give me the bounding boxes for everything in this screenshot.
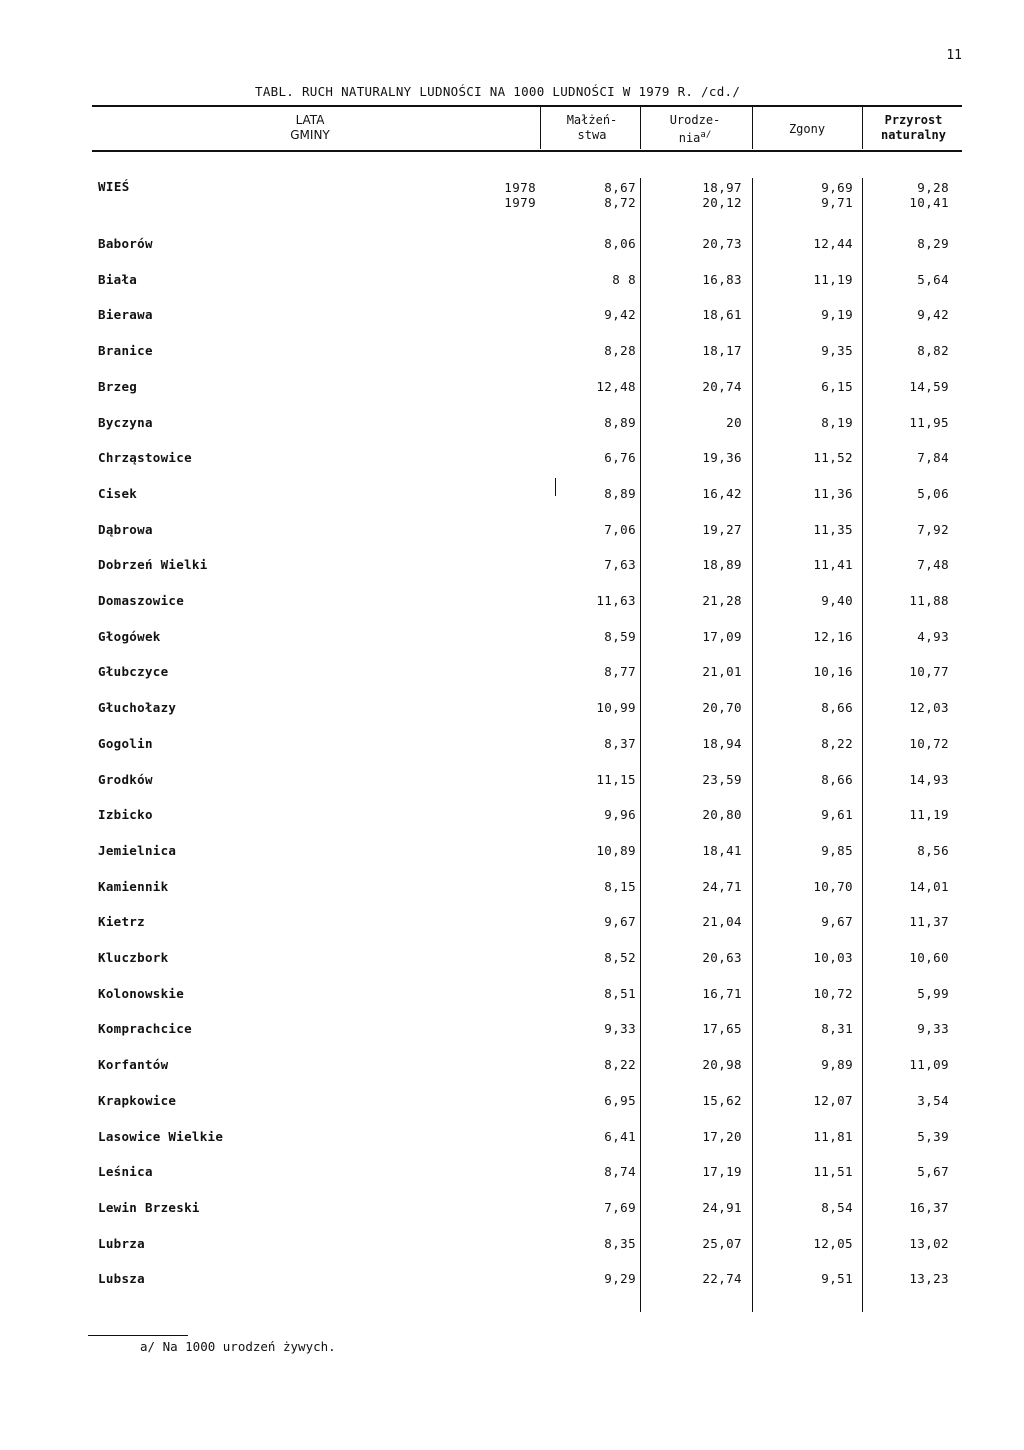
wies-malzenstwa: 8,72 [604, 195, 636, 210]
przyrost-value: 7,48 [917, 557, 949, 572]
header-gminy: GMINY [290, 128, 330, 142]
przyrost-value: 5,67 [917, 1164, 949, 1179]
urodzenia-value: 20,70 [702, 700, 742, 715]
przyrost-value: 11,88 [909, 593, 949, 608]
przyrost-value: 8,29 [917, 236, 949, 251]
gmina-name: Byczyna [98, 415, 153, 430]
zgony-value: 11,51 [813, 1164, 853, 1179]
zgony-value: 12,44 [813, 236, 853, 251]
zgony-value: 11,81 [813, 1129, 853, 1144]
wies-przyrost: 10,41 [909, 195, 949, 210]
przyrost-value: 7,92 [917, 522, 949, 537]
przyrost-value: 7,84 [917, 450, 949, 465]
przyrost-value: 5,99 [917, 986, 949, 1001]
gmina-name: Brzeg [98, 379, 138, 394]
header-divider-3 [752, 107, 753, 149]
malzenstwa-value: 11,15 [596, 772, 636, 787]
zgony-value: 10,72 [813, 986, 853, 1001]
malzenstwa-value: 7,69 [604, 1200, 636, 1215]
header-zgony-label: Zgony [788, 122, 826, 136]
header-lata: LATA [295, 113, 325, 127]
header-urodzenia [650, 113, 740, 146]
gmina-name: Kamiennik [98, 879, 169, 894]
przyrost-value: 9,42 [917, 307, 949, 322]
malzenstwa-value: 10,89 [596, 843, 636, 858]
gmina-name: Grodków [98, 772, 153, 787]
malzenstwa-value: 7,63 [604, 557, 636, 572]
malzenstwa-value: 6,76 [604, 450, 636, 465]
urodzenia-value: 25,07 [702, 1236, 742, 1251]
urodzenia-value: 15,62 [702, 1093, 742, 1108]
malzenstwa-value: 8,74 [604, 1164, 636, 1179]
body-divider-urodzenia [752, 178, 753, 1312]
body-divider-left-stub [555, 478, 556, 496]
urodzenia-value: 17,19 [702, 1164, 742, 1179]
przyrost-value: 16,37 [909, 1200, 949, 1215]
zgony-value: 10,03 [813, 950, 853, 965]
malzenstwa-value: 12,48 [596, 379, 636, 394]
zgony-value: 9,85 [821, 843, 853, 858]
zgony-value: 9,40 [821, 593, 853, 608]
przyrost-value: 8,56 [917, 843, 949, 858]
header-przyrost [865, 113, 962, 143]
urodzenia-value: 19,27 [702, 522, 742, 537]
wies-urodzenia: 20,12 [702, 195, 742, 210]
malzenstwa-value: 8,37 [604, 736, 636, 751]
malzenstwa-value: 8 8 [612, 272, 636, 287]
urodzenia-value: 18,94 [702, 736, 742, 751]
zgony-value: 8,66 [821, 700, 853, 715]
przyrost-value: 12,03 [909, 700, 949, 715]
header-malzenstwa-line2: stwa [577, 128, 607, 142]
page-number: 11 [946, 48, 962, 63]
przyrost-value: 9,33 [917, 1021, 949, 1036]
wies-year: 1978 [504, 180, 536, 195]
header-przyrost-line2: naturalny [880, 128, 947, 142]
footnote: a/ Na 1000 urodzeń żywych. [140, 1339, 336, 1354]
zgony-value: 12,16 [813, 629, 853, 644]
gmina-name: Kluczbork [98, 950, 169, 965]
header-bottom-rule [92, 150, 962, 152]
urodzenia-value: 17,09 [702, 629, 742, 644]
gmina-name: Jemielnica [98, 843, 177, 858]
wies-malzenstwa: 8,67 [604, 180, 636, 195]
gmina-name: Dąbrowa [98, 522, 153, 537]
malzenstwa-value: 8,35 [604, 1236, 636, 1251]
gmina-name: Bierawa [98, 307, 153, 322]
malzenstwa-value: 8,89 [604, 415, 636, 430]
gmina-name: Biała [98, 272, 138, 287]
wies-zgony: 9,69 [821, 180, 853, 195]
gmina-name: Głuchołazy [98, 700, 177, 715]
gmina-name: Komprachcice [98, 1021, 192, 1036]
przyrost-value: 14,59 [909, 379, 949, 394]
urodzenia-value: 18,41 [702, 843, 742, 858]
malzenstwa-value: 8,89 [604, 486, 636, 501]
header-zgony [762, 122, 852, 137]
gmina-name: Branice [98, 343, 153, 358]
gmina-name: Baborów [98, 236, 153, 251]
zgony-value: 9,67 [821, 914, 853, 929]
przyrost-value: 3,54 [917, 1093, 949, 1108]
przyrost-value: 14,93 [909, 772, 949, 787]
przyrost-value: 11,09 [909, 1057, 949, 1072]
malzenstwa-value: 9,33 [604, 1021, 636, 1036]
urodzenia-value: 24,91 [702, 1200, 742, 1215]
malzenstwa-value: 8,06 [604, 236, 636, 251]
gmina-name: Lubrza [98, 1236, 145, 1251]
urodzenia-value: 18,17 [702, 343, 742, 358]
urodzenia-value: 19,36 [702, 450, 742, 465]
malzenstwa-value: 9,29 [604, 1271, 636, 1286]
gmina-name: Gogolin [98, 736, 153, 751]
gmina-name: Głogówek [98, 629, 161, 644]
zgony-value: 11,35 [813, 522, 853, 537]
zgony-value: 12,05 [813, 1236, 853, 1251]
malzenstwa-value: 8,15 [604, 879, 636, 894]
malzenstwa-value: 6,41 [604, 1129, 636, 1144]
table-title: TABL. RUCH NATURALNY LUDNOŚCI NA 1000 LUDNOŚCI W 1979 R. /cd./ [255, 84, 741, 99]
przyrost-value: 10,72 [909, 736, 949, 751]
malzenstwa-value: 8,77 [604, 664, 636, 679]
przyrost-value: 13,23 [909, 1271, 949, 1286]
urodzenia-value: 17,65 [702, 1021, 742, 1036]
urodzenia-value: 21,01 [702, 664, 742, 679]
wies-urodzenia: 18,97 [702, 180, 742, 195]
urodzenia-value: 20,98 [702, 1057, 742, 1072]
malzenstwa-value: 9,42 [604, 307, 636, 322]
header-malzenstwa [548, 113, 636, 143]
urodzenia-value: 17,20 [702, 1129, 742, 1144]
gmina-name: Lubsza [98, 1271, 145, 1286]
przyrost-value: 10,60 [909, 950, 949, 965]
przyrost-value: 10,77 [909, 664, 949, 679]
zgony-value: 11,41 [813, 557, 853, 572]
body-divider-zgony [862, 178, 863, 1312]
malzenstwa-value: 8,22 [604, 1057, 636, 1072]
urodzenia-value: 21,04 [702, 914, 742, 929]
gmina-name: Głubczyce [98, 664, 169, 679]
zgony-value: 11,52 [813, 450, 853, 465]
header-lata-gminy [270, 113, 350, 143]
zgony-value: 12,07 [813, 1093, 853, 1108]
urodzenia-value: 23,59 [702, 772, 742, 787]
urodzenia-value: 16,83 [702, 272, 742, 287]
header-malzenstwa-line1: Małżeń- [566, 113, 618, 127]
zgony-value: 9,89 [821, 1057, 853, 1072]
header-divider-1 [540, 107, 541, 149]
gmina-name: Dobrzeń Wielki [98, 557, 208, 572]
gmina-name: Cisek [98, 486, 138, 501]
zgony-value: 8,19 [821, 415, 853, 430]
wies-year: 1979 [504, 195, 536, 210]
urodzenia-value: 20,80 [702, 807, 742, 822]
malzenstwa-value: 10,99 [596, 700, 636, 715]
malzenstwa-value: 11,63 [596, 593, 636, 608]
gmina-name: Izbicko [98, 807, 153, 822]
urodzenia-value: 16,42 [702, 486, 742, 501]
gmina-name: Korfantów [98, 1057, 169, 1072]
przyrost-value: 4,93 [917, 629, 949, 644]
zgony-value: 10,16 [813, 664, 853, 679]
malzenstwa-value: 8,51 [604, 986, 636, 1001]
przyrost-value: 5,64 [917, 272, 949, 287]
malzenstwa-value: 8,28 [604, 343, 636, 358]
urodzenia-value: 20,73 [702, 236, 742, 251]
przyrost-value: 5,06 [917, 486, 949, 501]
malzenstwa-value: 6,95 [604, 1093, 636, 1108]
przyrost-value: 8,82 [917, 343, 949, 358]
przyrost-value: 13,02 [909, 1236, 949, 1251]
gmina-name: Leśnica [98, 1164, 153, 1179]
urodzenia-value: 24,71 [702, 879, 742, 894]
zgony-value: 11,36 [813, 486, 853, 501]
header-urodzenia-line2: nia [678, 131, 701, 145]
gmina-name: Krapkowice [98, 1093, 177, 1108]
gmina-name: Kolonowskie [98, 986, 185, 1001]
zgony-value: 9,61 [821, 807, 853, 822]
przyrost-value: 11,95 [909, 415, 949, 430]
zgony-value: 8,31 [821, 1021, 853, 1036]
zgony-value: 10,70 [813, 879, 853, 894]
body-divider-malzenstwa [640, 178, 641, 1312]
przyrost-value: 11,19 [909, 807, 949, 822]
header-przyrost-line1: Przyrost [884, 113, 943, 127]
malzenstwa-value: 9,96 [604, 807, 636, 822]
header-urodzenia-footnote-mark: a/ [700, 130, 712, 140]
gmina-name: Kietrz [98, 914, 145, 929]
przyrost-value: 11,37 [909, 914, 949, 929]
urodzenia-value: 20,63 [702, 950, 742, 965]
gmina-name: Lasowice Wielkie [98, 1129, 224, 1144]
urodzenia-value: 20 [726, 415, 742, 430]
malzenstwa-value: 8,59 [604, 629, 636, 644]
gmina-name: Chrząstowice [98, 450, 192, 465]
przyrost-value: 14,01 [909, 879, 949, 894]
wies-zgony: 9,71 [821, 195, 853, 210]
zgony-value: 11,19 [813, 272, 853, 287]
gmina-name: Domaszowice [98, 593, 185, 608]
gmina-name: Lewin Brzeski [98, 1200, 200, 1215]
urodzenia-value: 21,28 [702, 593, 742, 608]
zgony-value: 9,35 [821, 343, 853, 358]
urodzenia-value: 18,89 [702, 557, 742, 572]
zgony-value: 8,54 [821, 1200, 853, 1215]
footnote-rule [88, 1335, 188, 1336]
zgony-value: 8,22 [821, 736, 853, 751]
header-divider-4 [862, 107, 863, 149]
header-divider-2 [640, 107, 641, 149]
malzenstwa-value: 9,67 [604, 914, 636, 929]
zgony-value: 9,51 [821, 1271, 853, 1286]
urodzenia-value: 22,74 [702, 1271, 742, 1286]
przyrost-value: 5,39 [917, 1129, 949, 1144]
urodzenia-value: 18,61 [702, 307, 742, 322]
header-urodzenia-line1: Urodze- [669, 113, 721, 127]
wies-label: WIEŚ [98, 179, 130, 194]
malzenstwa-value: 8,52 [604, 950, 636, 965]
urodzenia-value: 16,71 [702, 986, 742, 1001]
zgony-value: 8,66 [821, 772, 853, 787]
zgony-value: 9,19 [821, 307, 853, 322]
urodzenia-value: 20,74 [702, 379, 742, 394]
zgony-value: 6,15 [821, 379, 853, 394]
malzenstwa-value: 7,06 [604, 522, 636, 537]
header-top-rule [92, 105, 962, 107]
wies-przyrost: 9,28 [917, 180, 949, 195]
